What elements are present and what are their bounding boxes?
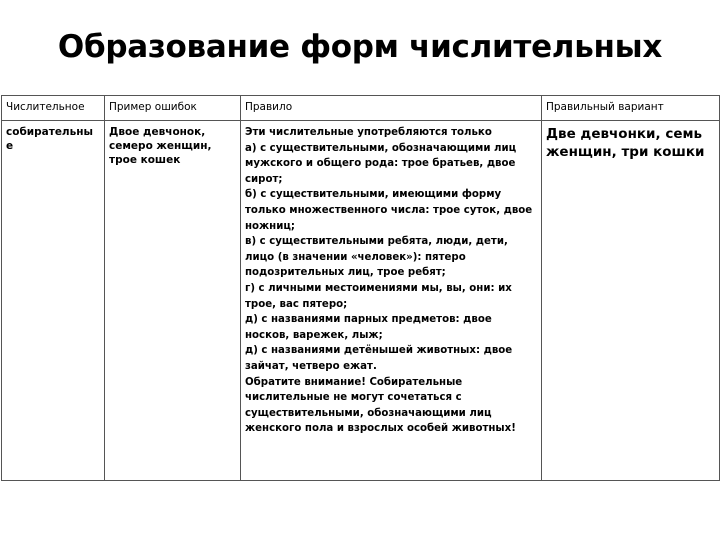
- cell-rule: [241, 121, 542, 481]
- rule-item-v: в) с существительными ребята, люди, дети, лицо (в значении «человек»): пятеро подозрительных лиц, трое ребят;: [245, 236, 508, 279]
- header-correct: Правильный вариант: [542, 96, 720, 121]
- cell-numeral: собирательные: [2, 121, 105, 481]
- table-header-row: [2, 96, 720, 121]
- cell-mistakes: Двое девчонок, семеро женщин, трое кошек: [105, 121, 241, 481]
- slide-title: Образование форм числительных: [57, 29, 663, 65]
- header-mistakes: Пример ошибок: [105, 96, 241, 121]
- rule-intro: Эти числительные употребляются только: [245, 127, 492, 138]
- rule-item-b: б) с существительными, имеющими форму только множественного числа: трое суток, двое ножниц;: [245, 189, 533, 232]
- rule-note: Обратите внимание! Собирательные числительные не могут сочетаться с существительными, обозначающими лиц женского пола и взрослых особей животных!: [245, 376, 516, 435]
- rule-item-d1: д) с названиями парных предметов: двое носков, варежек, лыж;: [245, 314, 492, 341]
- rule-item-a: а) с существительными, обозначающими лиц мужского и общего рода: трое братьев, двое сирот;: [245, 142, 517, 185]
- header-rule: Правило: [241, 96, 542, 121]
- numerals-table: [1, 95, 720, 481]
- rule-item-d2: д) с названиями детёнышей животных: двое зайчат, четверо ежат.: [245, 345, 513, 372]
- header-numeral: Числительное: [2, 96, 105, 121]
- cell-correct: Две девчонки, семь женщин, три кошки: [542, 121, 720, 481]
- table-row: [2, 121, 720, 481]
- rule-item-g: г) с личными местоимениями мы, вы, они: их трое, вас пятеро;: [245, 282, 512, 310]
